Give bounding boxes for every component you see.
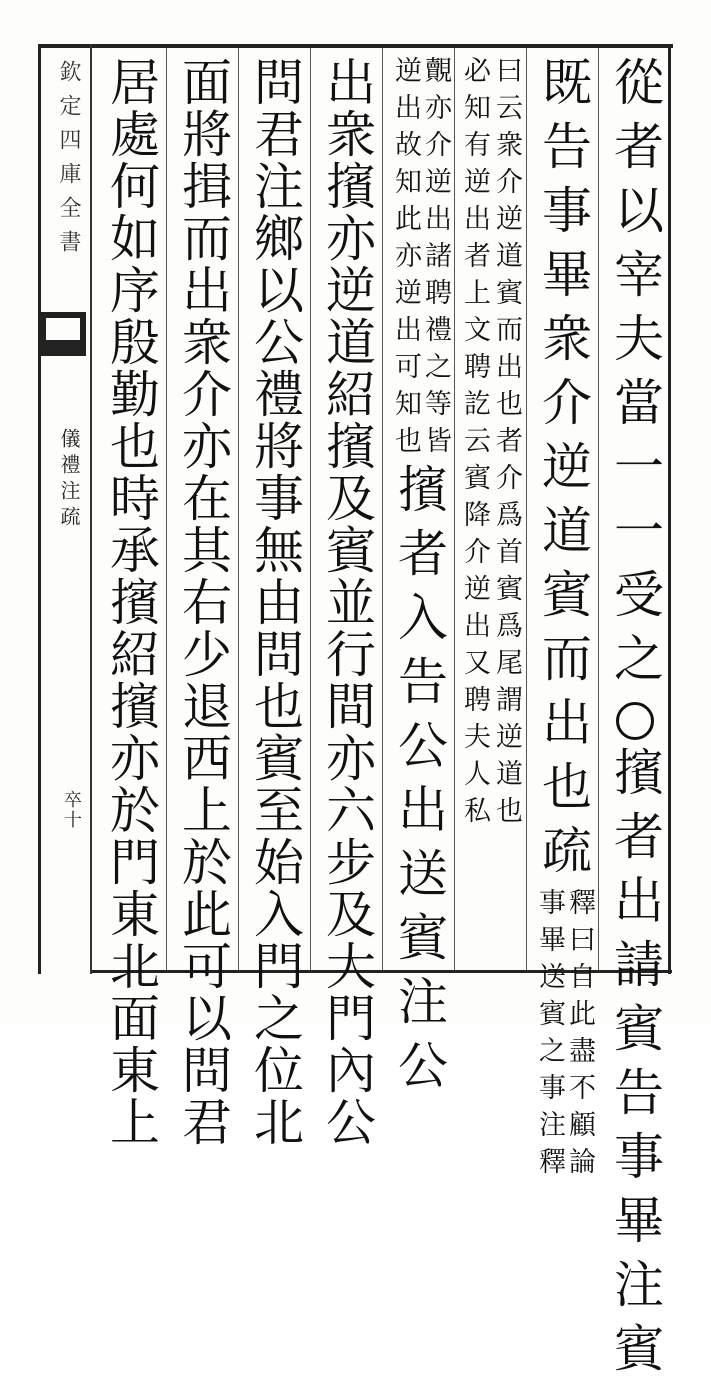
- double-line-note: [534, 888, 594, 1184]
- text-column-3: [460, 56, 522, 966]
- text-column-2: [532, 56, 595, 1184]
- column-rule: [310, 48, 311, 970]
- column-rule: [382, 48, 383, 970]
- main-text: 既告事畢衆介逆道賓而出也: [534, 56, 592, 824]
- text-column-8: [100, 56, 162, 1148]
- fish-tail-mark-inner: [46, 318, 80, 340]
- margin-header: 欽定四庫全書: [56, 60, 81, 264]
- column-rule: [238, 48, 239, 970]
- note-line: 逆出故知此亦逆出可知也: [390, 56, 421, 463]
- main-text: 面將揖而出衆介亦在其右少退西上於此可以問君: [174, 56, 232, 1148]
- note-line: 事畢送賓之事注釋: [534, 888, 565, 1184]
- main-text: 居處何如序殷勤也時承擯紹擯亦於門東北面東上: [102, 56, 160, 1148]
- frame-right-border: [668, 44, 671, 974]
- main-text: 從者以宰夫當一一受之: [606, 56, 664, 696]
- main-text: 問君注鄉以公禮將事無由問也賓至始入門之位北: [246, 56, 304, 1148]
- note-line: 覿亦介逆出諸聘禮之等皆: [420, 56, 451, 463]
- text-column-5: [316, 56, 378, 1148]
- column-rule: [454, 48, 455, 970]
- frame-top-border: [38, 44, 673, 48]
- text-column-4: [388, 56, 451, 1103]
- main-text: 擯者入告公出送賓注公: [390, 463, 448, 1103]
- frame-inner-left-border: [90, 44, 92, 974]
- note-line: 釋曰自此盡不顧論: [564, 888, 595, 1184]
- page-number: 卒十: [61, 790, 82, 830]
- main-text: 出衆擯亦逆道紹擯及賓並行間亦六步及大門內公: [318, 56, 376, 1148]
- column-rule: [166, 48, 167, 970]
- note-line: 必知有逆出者上文聘訖云賓降介逆出又聘夫人私: [459, 56, 490, 833]
- commentary-marker: 疏: [534, 824, 592, 888]
- book-title: 儀禮注疏: [57, 428, 81, 532]
- text-column-7: [172, 56, 234, 1148]
- text-column-1: [604, 56, 666, 1386]
- column-rule: [526, 48, 527, 970]
- note-line: 曰云衆介逆道賓而出也者介爲首賓爲尾謂逆道也: [491, 56, 522, 833]
- main-text: 擯者出請賓告事畢注賓: [606, 746, 664, 1386]
- text-column-6: [244, 56, 306, 1148]
- column-rule: [598, 48, 599, 970]
- double-line-note: [458, 56, 522, 833]
- circle-mark-icon: [616, 702, 654, 740]
- double-line-note: [390, 56, 450, 463]
